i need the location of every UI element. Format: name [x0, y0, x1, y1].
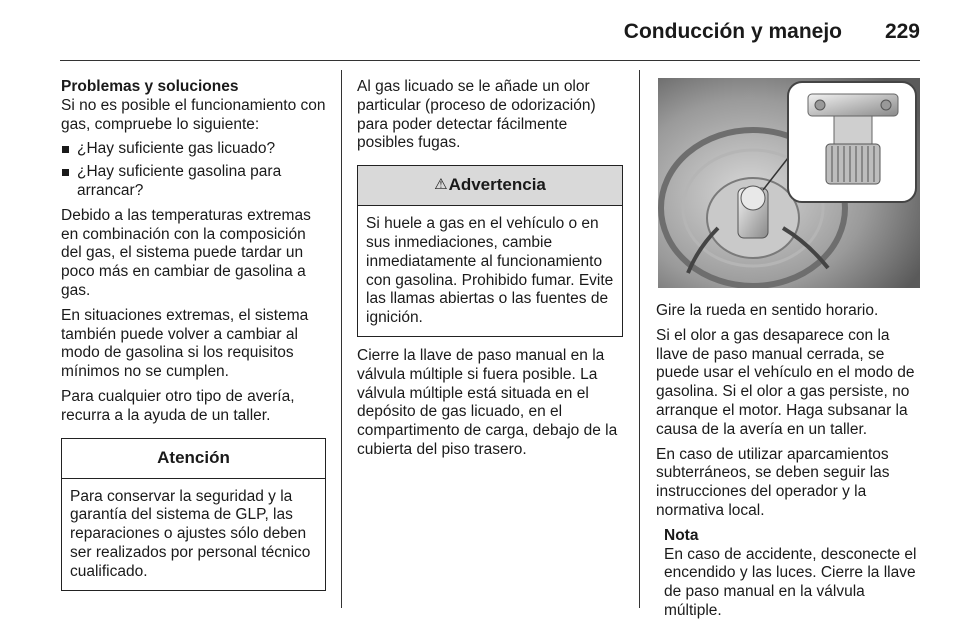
list-item: ¿Hay suficiente gasolina para arrancar? [61, 163, 326, 201]
paragraph: Cierre la llave de paso manual en la válvula múltiple si fuera posible. La válvula múltiple está situada en el depósito de gas licuado, en el compartimento de carga, debajo de la cubierta del piso trasero. [357, 346, 618, 458]
warning-header [358, 166, 622, 206]
warning-triangle-icon: ⚠ [434, 176, 448, 194]
page-title: Conducción y manejo [623, 20, 842, 43]
header-divider [60, 60, 920, 61]
attention-box [61, 438, 326, 591]
page-header [0, 0, 960, 60]
warning-text: Si huele a gas en el vehículo o en sus inmediaciones, cambie inmediatamente al funcionamiento con gasolina. Prohibido fumar. Evite las llamas abiertas o las fuentes de ignición. [366, 215, 614, 327]
valve-photo [658, 78, 920, 288]
intro-paragraph: Si no es posible el funcionamiento con gas, compruebe lo siguiente: [61, 96, 326, 133]
note-text: En caso de accidente, desconecte el encendido y las luces. Cierre la llave de paso manual en la válvula múltiple. [664, 545, 917, 619]
note-title: Nota [664, 526, 699, 544]
page-number: 229 [884, 20, 920, 43]
attention-title: Atención [62, 439, 325, 479]
column-divider [341, 70, 342, 608]
list-item: ¿Hay suficiente gas licuado? [61, 140, 326, 159]
note-block [656, 527, 922, 621]
column-3 [656, 78, 922, 621]
section-heading: Problemas y soluciones [61, 78, 239, 95]
warning-box [357, 165, 623, 337]
paragraph: Para cualquier otro tipo de avería, recurra a la ayuda de un taller. [61, 387, 295, 424]
paragraph: Si el olor a gas desaparece con la llave de paso manual cerrada, se puede usar el vehículo en el modo de gasolina. Si el olor a gas persiste, no arranque el motor. Haga subsanar la causa de la avería en un taller. [656, 326, 915, 438]
column-2 [357, 78, 623, 466]
column-1 [61, 78, 326, 601]
paragraph: En caso de utilizar aparcamientos subterráneos, se deben seguir las instrucciones del operador y la normativa local. [656, 445, 890, 519]
warning-title: Advertencia [448, 175, 546, 195]
column-divider [639, 70, 640, 608]
checklist [61, 140, 326, 200]
paragraph: Al gas licuado se le añade un olor particular (proceso de odorización) para poder detectar fácilmente posibles fugas. [357, 78, 596, 152]
paragraph: Debido a las temperaturas extremas en combinación con la composición del gas, el sistema puede tardar un poco más en cambiar de gasolina a gas. [61, 206, 311, 299]
paragraph: En situaciones extremas, el sistema también puede volver a cambiar al modo de gasolina si los requisitos mínimos no se cumplen. [61, 306, 309, 381]
paragraph: Gire la rueda en sentido horario. [656, 302, 879, 319]
attention-text: Para conservar la seguridad y la garantía del sistema de GLP, las reparaciones o ajustes sólo deben ser realizados por personal técnico cualificado. [70, 487, 311, 580]
